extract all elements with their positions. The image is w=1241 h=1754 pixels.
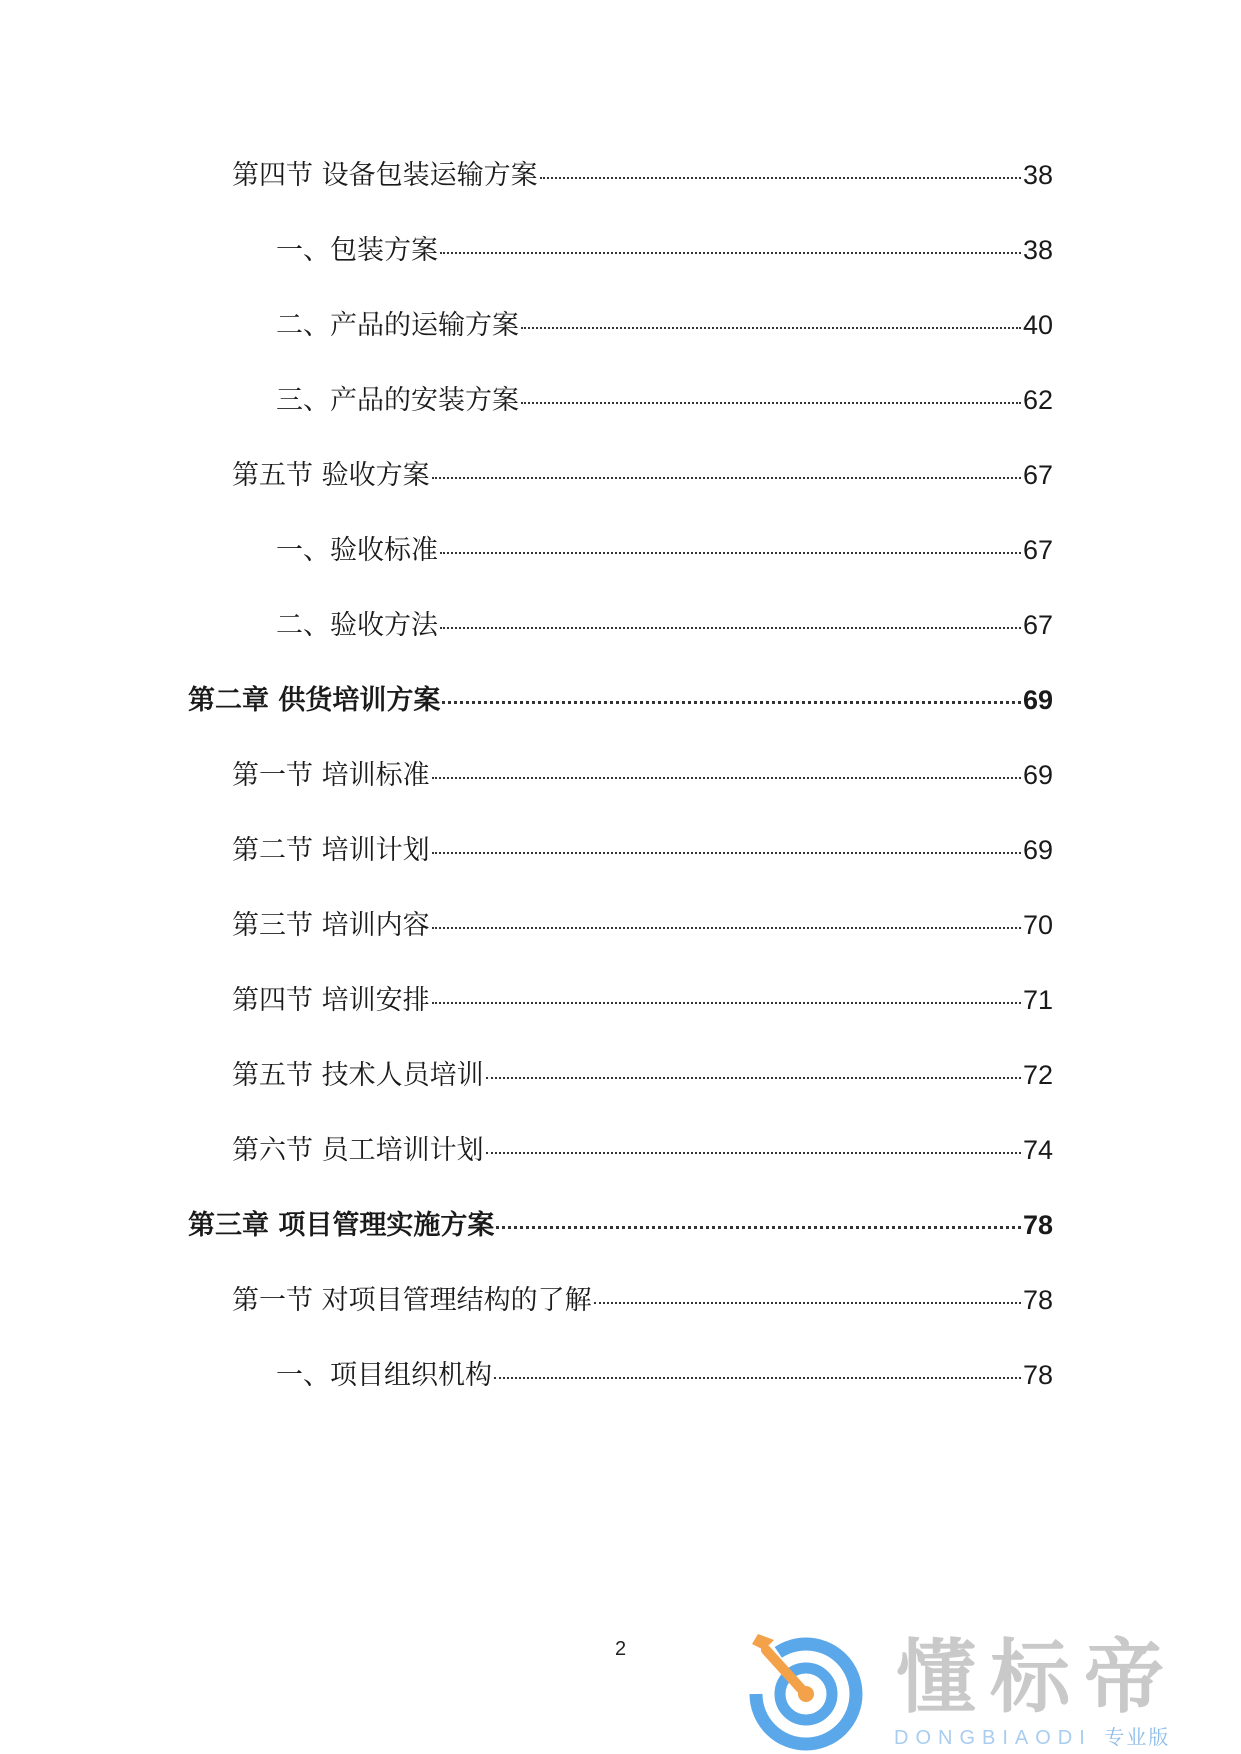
toc-dot-leader <box>440 552 1021 554</box>
toc-entry[interactable] <box>232 833 1053 868</box>
watermark-brand: 懂标帝 <box>896 1631 1178 1724</box>
toc-entry-title: 第一节 对项目管理结构的了解 <box>232 1285 592 1316</box>
toc-entry-title: 第三节 培训内容 <box>232 910 430 941</box>
toc-entry-title: 第二节 培训计划 <box>232 835 430 866</box>
toc-dot-leader <box>432 927 1021 929</box>
toc-entry[interactable] <box>232 458 1053 493</box>
toc-entry-page: 78 <box>1022 1285 1053 1315</box>
toc-entry-title: 二、产品的运输方案 <box>276 310 519 341</box>
toc-entry-title: 一、项目组织机构 <box>276 1360 492 1391</box>
toc-entry-page: 67 <box>1022 460 1053 490</box>
toc-dot-leader <box>486 1152 1021 1154</box>
toc-entry[interactable] <box>276 1358 1053 1393</box>
toc-entry-page: 78 <box>1022 1360 1053 1390</box>
watermark-subtitle-latin: DONGBIAODI <box>894 1727 1092 1749</box>
toc-entry[interactable] <box>232 1133 1053 1168</box>
target-logo-icon <box>744 1630 869 1754</box>
toc-dot-leader <box>440 627 1021 629</box>
toc-entry[interactable] <box>276 308 1053 343</box>
toc-entry-page: 70 <box>1022 910 1053 940</box>
toc-entry-page: 40 <box>1022 310 1053 340</box>
toc-entry-title: 第一节 培训标准 <box>232 760 430 791</box>
toc-dot-leader <box>442 701 1021 704</box>
toc-entry[interactable] <box>276 533 1053 568</box>
toc-entry-page: 38 <box>1022 160 1053 190</box>
toc-entry-title: 第三章 项目管理实施方案 <box>188 1210 495 1241</box>
toc-entry[interactable] <box>276 383 1053 418</box>
toc-dot-leader <box>496 1226 1021 1229</box>
toc-entry-title: 第二章 供货培训方案 <box>188 685 441 716</box>
watermark-subtitle <box>894 1726 1170 1749</box>
toc-dot-leader <box>486 1077 1021 1079</box>
toc-dot-leader <box>440 252 1021 254</box>
toc-entry-page: 72 <box>1022 1060 1053 1090</box>
toc-entry[interactable] <box>232 1058 1053 1093</box>
toc-entry-chapter[interactable] <box>188 683 1053 718</box>
toc-dot-leader <box>521 327 1021 329</box>
toc-entry[interactable] <box>232 983 1053 1018</box>
toc-entry-page: 78 <box>1022 1210 1053 1240</box>
toc-dot-leader <box>432 477 1021 479</box>
toc-entry[interactable] <box>232 908 1053 943</box>
toc-entry-title: 三、产品的安装方案 <box>276 385 519 416</box>
toc-entry-chapter[interactable] <box>188 1208 1053 1243</box>
toc-dot-leader <box>594 1302 1021 1304</box>
toc-entry-page: 71 <box>1022 985 1053 1015</box>
watermark <box>744 1630 1224 1750</box>
toc-entry-page: 69 <box>1022 760 1053 790</box>
toc-entry-title: 一、包装方案 <box>276 235 438 266</box>
toc-entry[interactable] <box>232 758 1053 793</box>
toc-entry-title: 第六节 员工培训计划 <box>232 1135 484 1166</box>
toc-entry[interactable] <box>276 233 1053 268</box>
toc-dot-leader <box>494 1377 1021 1379</box>
toc-dot-leader <box>521 402 1021 404</box>
toc-entry-page: 67 <box>1022 610 1053 640</box>
toc-entry[interactable] <box>232 158 1053 193</box>
toc-dot-leader <box>432 777 1021 779</box>
toc-entry-page: 74 <box>1022 1135 1053 1165</box>
toc-entry-page: 67 <box>1022 535 1053 565</box>
toc-entry-title: 第四节 设备包装运输方案 <box>232 160 538 191</box>
toc-entry-page: 69 <box>1022 685 1053 715</box>
toc-entry-title: 第四节 培训安排 <box>232 985 430 1016</box>
watermark-edition-tag: 专业版 <box>1104 1725 1171 1749</box>
page-number: 2 <box>614 1638 627 1660</box>
toc-entry-title: 第五节 验收方案 <box>232 460 430 491</box>
toc-entry-title: 第五节 技术人员培训 <box>232 1060 484 1091</box>
toc-entry[interactable] <box>232 1283 1053 1318</box>
toc-entry[interactable] <box>276 608 1053 643</box>
toc-entry-title: 二、验收方法 <box>276 610 438 641</box>
toc-entry-title: 一、验收标准 <box>276 535 438 566</box>
toc-entry-page: 62 <box>1022 385 1053 415</box>
toc-entry-page: 38 <box>1022 235 1053 265</box>
toc-entry-page: 69 <box>1022 835 1053 865</box>
toc-dot-leader <box>540 177 1021 179</box>
toc-dot-leader <box>432 1002 1021 1004</box>
toc-dot-leader <box>432 852 1021 854</box>
